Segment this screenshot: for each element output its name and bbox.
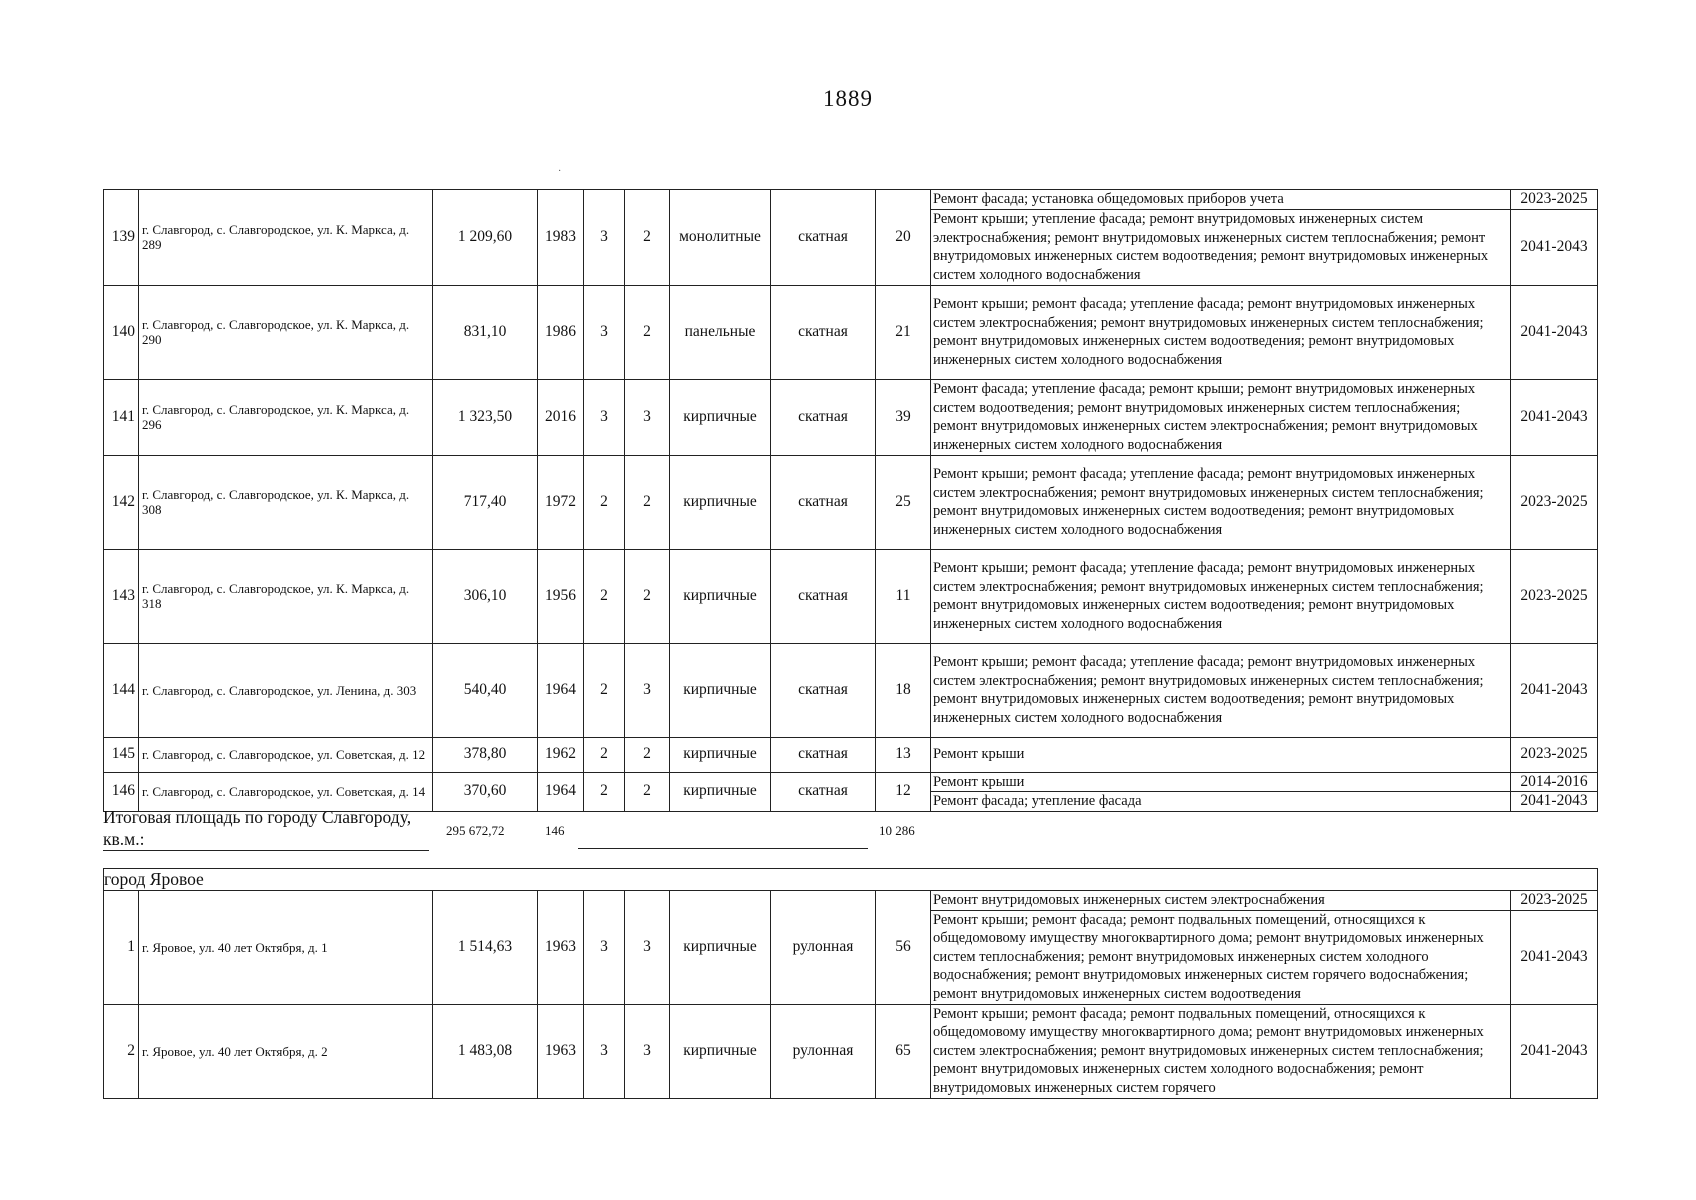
row-number: 141 xyxy=(104,379,139,455)
total-house-count: 146 xyxy=(545,823,565,838)
total-area: 306,10 xyxy=(433,549,538,643)
total-area: 370,60 xyxy=(433,772,538,811)
roof-type: скатная xyxy=(771,285,876,379)
roof-type: скатная xyxy=(771,643,876,737)
total-label: Итоговая площадь по городу Славгороду, кв.м.: xyxy=(103,806,429,851)
address: г. Яровое, ул. 40 лет Октября, д. 1 xyxy=(139,891,433,1005)
build-year: 1972 xyxy=(538,455,584,549)
roof-type: скатная xyxy=(771,772,876,811)
wall-material: кирпичные xyxy=(670,891,771,1005)
entrances: 3 xyxy=(625,379,670,455)
table-row xyxy=(104,379,1598,455)
entrances: 3 xyxy=(625,891,670,1005)
row-number: 144 xyxy=(104,643,139,737)
roof-type: скатная xyxy=(771,190,876,286)
build-year: 1983 xyxy=(538,190,584,286)
row-number: 139 xyxy=(104,190,139,286)
row-number: 145 xyxy=(104,737,139,772)
address: г. Славгород, с. Славгородское, ул. Советская, д. 12 xyxy=(139,737,433,772)
work-period: 2014-2016 xyxy=(1511,772,1598,792)
table-row xyxy=(104,190,1598,210)
address: г. Славгород, с. Славгородское, ул. К. Маркса, д. 289 xyxy=(139,190,433,286)
table-row xyxy=(104,549,1598,643)
row-number: 1 xyxy=(104,891,139,1005)
row-number: 142 xyxy=(104,455,139,549)
build-year: 1963 xyxy=(538,1004,584,1098)
row-number: 2 xyxy=(104,1004,139,1098)
build-year: 1964 xyxy=(538,772,584,811)
table-row xyxy=(104,891,1598,911)
work-period: 2023-2025 xyxy=(1511,891,1598,911)
work-period: 2041-2043 xyxy=(1511,209,1598,285)
address: г. Славгород, с. Славгородское, ул. К. Маркса, д. 296 xyxy=(139,379,433,455)
flat-count: 65 xyxy=(876,1004,931,1098)
work-description: Ремонт крыши; утепление фасада; ремонт внутридомовых инженерных систем электроснабжения; ремонт внутридомовых инженерных систем теплоснабжения; ремонт внутридомовых инженерных систем водоотведения; ремонт внутридомовых инженерных систем холодного водоснабжения xyxy=(931,209,1511,285)
work-description: Ремонт фасада; утепление фасада; ремонт крыши; ремонт внутридомовых инженерных систем водоотведения; ремонт внутридомовых инженерных систем теплоснабжения; ремонт внутридомовых инженерных систем электроснабжения; ремонт внутридомовых инженерных систем холодного водоснабжения xyxy=(931,379,1511,455)
roof-type: скатная xyxy=(771,379,876,455)
address: г. Славгород, с. Славгородское, ул. К. Маркса, д. 318 xyxy=(139,549,433,643)
city-header-row xyxy=(104,869,1598,891)
work-description: Ремонт крыши xyxy=(931,737,1511,772)
flat-count: 39 xyxy=(876,379,931,455)
work-period: 2023-2025 xyxy=(1511,190,1598,210)
row-number: 146 xyxy=(104,772,139,811)
housing-table-yarovoe xyxy=(103,868,1598,1099)
work-period: 2041-2043 xyxy=(1511,1004,1598,1098)
work-period: 2041-2043 xyxy=(1511,643,1598,737)
build-year: 1956 xyxy=(538,549,584,643)
floors: 3 xyxy=(584,891,625,1005)
wall-material: кирпичные xyxy=(670,549,771,643)
flat-count: 20 xyxy=(876,190,931,286)
work-description: Ремонт внутридомовых инженерных систем электроснабжения xyxy=(931,891,1511,911)
work-description: Ремонт крыши; ремонт фасада; ремонт подвальных помещений, относящихся к общедомовому имуществу многоквартирного дома; ремонт внутридомовых инженерных систем теплоснабжения; ремонт внутридомовых инженерных систем холодного водоснабжения; ремонт внутридомовых инженерных систем горячего водоснабжения; ремонт внутридомовых инженерных систем водоотведения xyxy=(931,910,1511,1004)
wall-material: кирпичные xyxy=(670,772,771,811)
work-period: 2023-2025 xyxy=(1511,737,1598,772)
entrances: 2 xyxy=(625,190,670,286)
total-area: 1 514,63 xyxy=(433,891,538,1005)
build-year: 1963 xyxy=(538,891,584,1005)
city-total xyxy=(103,806,1583,850)
address: г. Яровое, ул. 40 лет Октября, д. 2 xyxy=(139,1004,433,1098)
total-area: 1 323,50 xyxy=(433,379,538,455)
work-period: 2041-2043 xyxy=(1511,910,1598,1004)
wall-material: кирпичные xyxy=(670,737,771,772)
floors: 2 xyxy=(584,643,625,737)
total-area: 831,10 xyxy=(433,285,538,379)
flat-count: 25 xyxy=(876,455,931,549)
roof-type: скатная xyxy=(771,455,876,549)
floors: 2 xyxy=(584,737,625,772)
scan-mark: · xyxy=(558,166,562,177)
roof-type: рулонная xyxy=(771,1004,876,1098)
roof-type: скатная xyxy=(771,737,876,772)
floors: 3 xyxy=(584,1004,625,1098)
work-description: Ремонт крыши; ремонт фасада; утепление фасада; ремонт внутридомовых инженерных систем электроснабжения; ремонт внутридомовых инженерных систем теплоснабжения; ремонт внутридомовых инженерных систем водоотведения; ремонт внутридомовых инженерных систем холодного водоснабжения xyxy=(931,455,1511,549)
build-year: 1986 xyxy=(538,285,584,379)
work-period: 2041-2043 xyxy=(1511,792,1598,812)
work-description: Ремонт крыши; ремонт фасада; утепление фасада; ремонт внутридомовых инженерных систем электроснабжения; ремонт внутридомовых инженерных систем теплоснабжения; ремонт внутридомовых инженерных систем водоотведения; ремонт внутридомовых инженерных систем холодного водоснабжения xyxy=(931,285,1511,379)
total-underline xyxy=(578,848,868,849)
build-year: 1962 xyxy=(538,737,584,772)
wall-material: кирпичные xyxy=(670,643,771,737)
floors: 2 xyxy=(584,772,625,811)
table-row xyxy=(104,772,1598,792)
wall-material: кирпичные xyxy=(670,455,771,549)
work-description: Ремонт крыши; ремонт фасада; утепление фасада; ремонт внутридомовых инженерных систем электроснабжения; ремонт внутридомовых инженерных систем теплоснабжения; ремонт внутридомовых инженерных систем водоотведения; ремонт внутридомовых инженерных систем холодного водоснабжения xyxy=(931,549,1511,643)
flat-count: 21 xyxy=(876,285,931,379)
address: г. Славгород, с. Славгородское, ул. К. Маркса, д. 308 xyxy=(139,455,433,549)
address: г. Славгород, с. Славгородское, ул. Ленина, д. 303 xyxy=(139,643,433,737)
entrances: 3 xyxy=(625,643,670,737)
work-description: Ремонт крыши xyxy=(931,772,1511,792)
flat-count: 12 xyxy=(876,772,931,811)
roof-type: скатная xyxy=(771,549,876,643)
work-description: Ремонт крыши; ремонт фасада; утепление фасада; ремонт внутридомовых инженерных систем электроснабжения; ремонт внутридомовых инженерных систем теплоснабжения; ремонт внутридомовых инженерных систем водоотведения; ремонт внутридомовых инженерных систем холодного водоснабжения xyxy=(931,643,1511,737)
wall-material: кирпичные xyxy=(670,1004,771,1098)
address: г. Славгород, с. Славгородское, ул. Советская, д. 14 xyxy=(139,772,433,811)
entrances: 3 xyxy=(625,1004,670,1098)
table-row xyxy=(104,455,1598,549)
total-area: 1 209,60 xyxy=(433,190,538,286)
build-year: 2016 xyxy=(538,379,584,455)
work-description: Ремонт фасада; установка общедомовых приборов учета xyxy=(931,190,1511,210)
entrances: 2 xyxy=(625,549,670,643)
total-area: 717,40 xyxy=(433,455,538,549)
wall-material: монолитные xyxy=(670,190,771,286)
work-period: 2041-2043 xyxy=(1511,379,1598,455)
total-area: 295 672,72 xyxy=(446,823,505,838)
work-period: 2023-2025 xyxy=(1511,549,1598,643)
flat-count: 18 xyxy=(876,643,931,737)
floors: 3 xyxy=(584,285,625,379)
floors: 3 xyxy=(584,190,625,286)
floors: 3 xyxy=(584,379,625,455)
entrances: 2 xyxy=(625,772,670,811)
total-flats: 10 286 xyxy=(879,823,915,838)
row-number: 143 xyxy=(104,549,139,643)
wall-material: панельные xyxy=(670,285,771,379)
work-period: 2041-2043 xyxy=(1511,285,1598,379)
table-row xyxy=(104,643,1598,737)
entrances: 2 xyxy=(625,737,670,772)
work-description: Ремонт крыши; ремонт фасада; ремонт подвальных помещений, относящихся к общедомовому имуществу многоквартирного дома; ремонт внутридомовых инженерных систем электроснабжения; ремонт внутридомовых инженерных систем теплоснабжения; ремонт внутридомовых инженерных систем холодного водоснабжения; ремонт внутридомовых инженерных систем горячего xyxy=(931,1004,1511,1098)
flat-count: 11 xyxy=(876,549,931,643)
build-year: 1964 xyxy=(538,643,584,737)
address: г. Славгород, с. Славгородское, ул. К. Маркса, д. 290 xyxy=(139,285,433,379)
total-area: 378,80 xyxy=(433,737,538,772)
flat-count: 13 xyxy=(876,737,931,772)
table-row xyxy=(104,737,1598,772)
row-number: 140 xyxy=(104,285,139,379)
city-name: город Яровое xyxy=(104,869,1598,891)
floors: 2 xyxy=(584,455,625,549)
floors: 2 xyxy=(584,549,625,643)
entrances: 2 xyxy=(625,455,670,549)
total-area: 1 483,08 xyxy=(433,1004,538,1098)
work-description: Ремонт фасада; утепление фасада xyxy=(931,792,1511,812)
table-row xyxy=(104,1004,1598,1098)
entrances: 2 xyxy=(625,285,670,379)
page-number: 1889 xyxy=(823,86,873,111)
wall-material: кирпичные xyxy=(670,379,771,455)
table-row xyxy=(104,285,1598,379)
roof-type: рулонная xyxy=(771,891,876,1005)
work-period: 2023-2025 xyxy=(1511,455,1598,549)
flat-count: 56 xyxy=(876,891,931,1005)
total-area: 540,40 xyxy=(433,643,538,737)
housing-table-slavgorod xyxy=(103,189,1598,812)
